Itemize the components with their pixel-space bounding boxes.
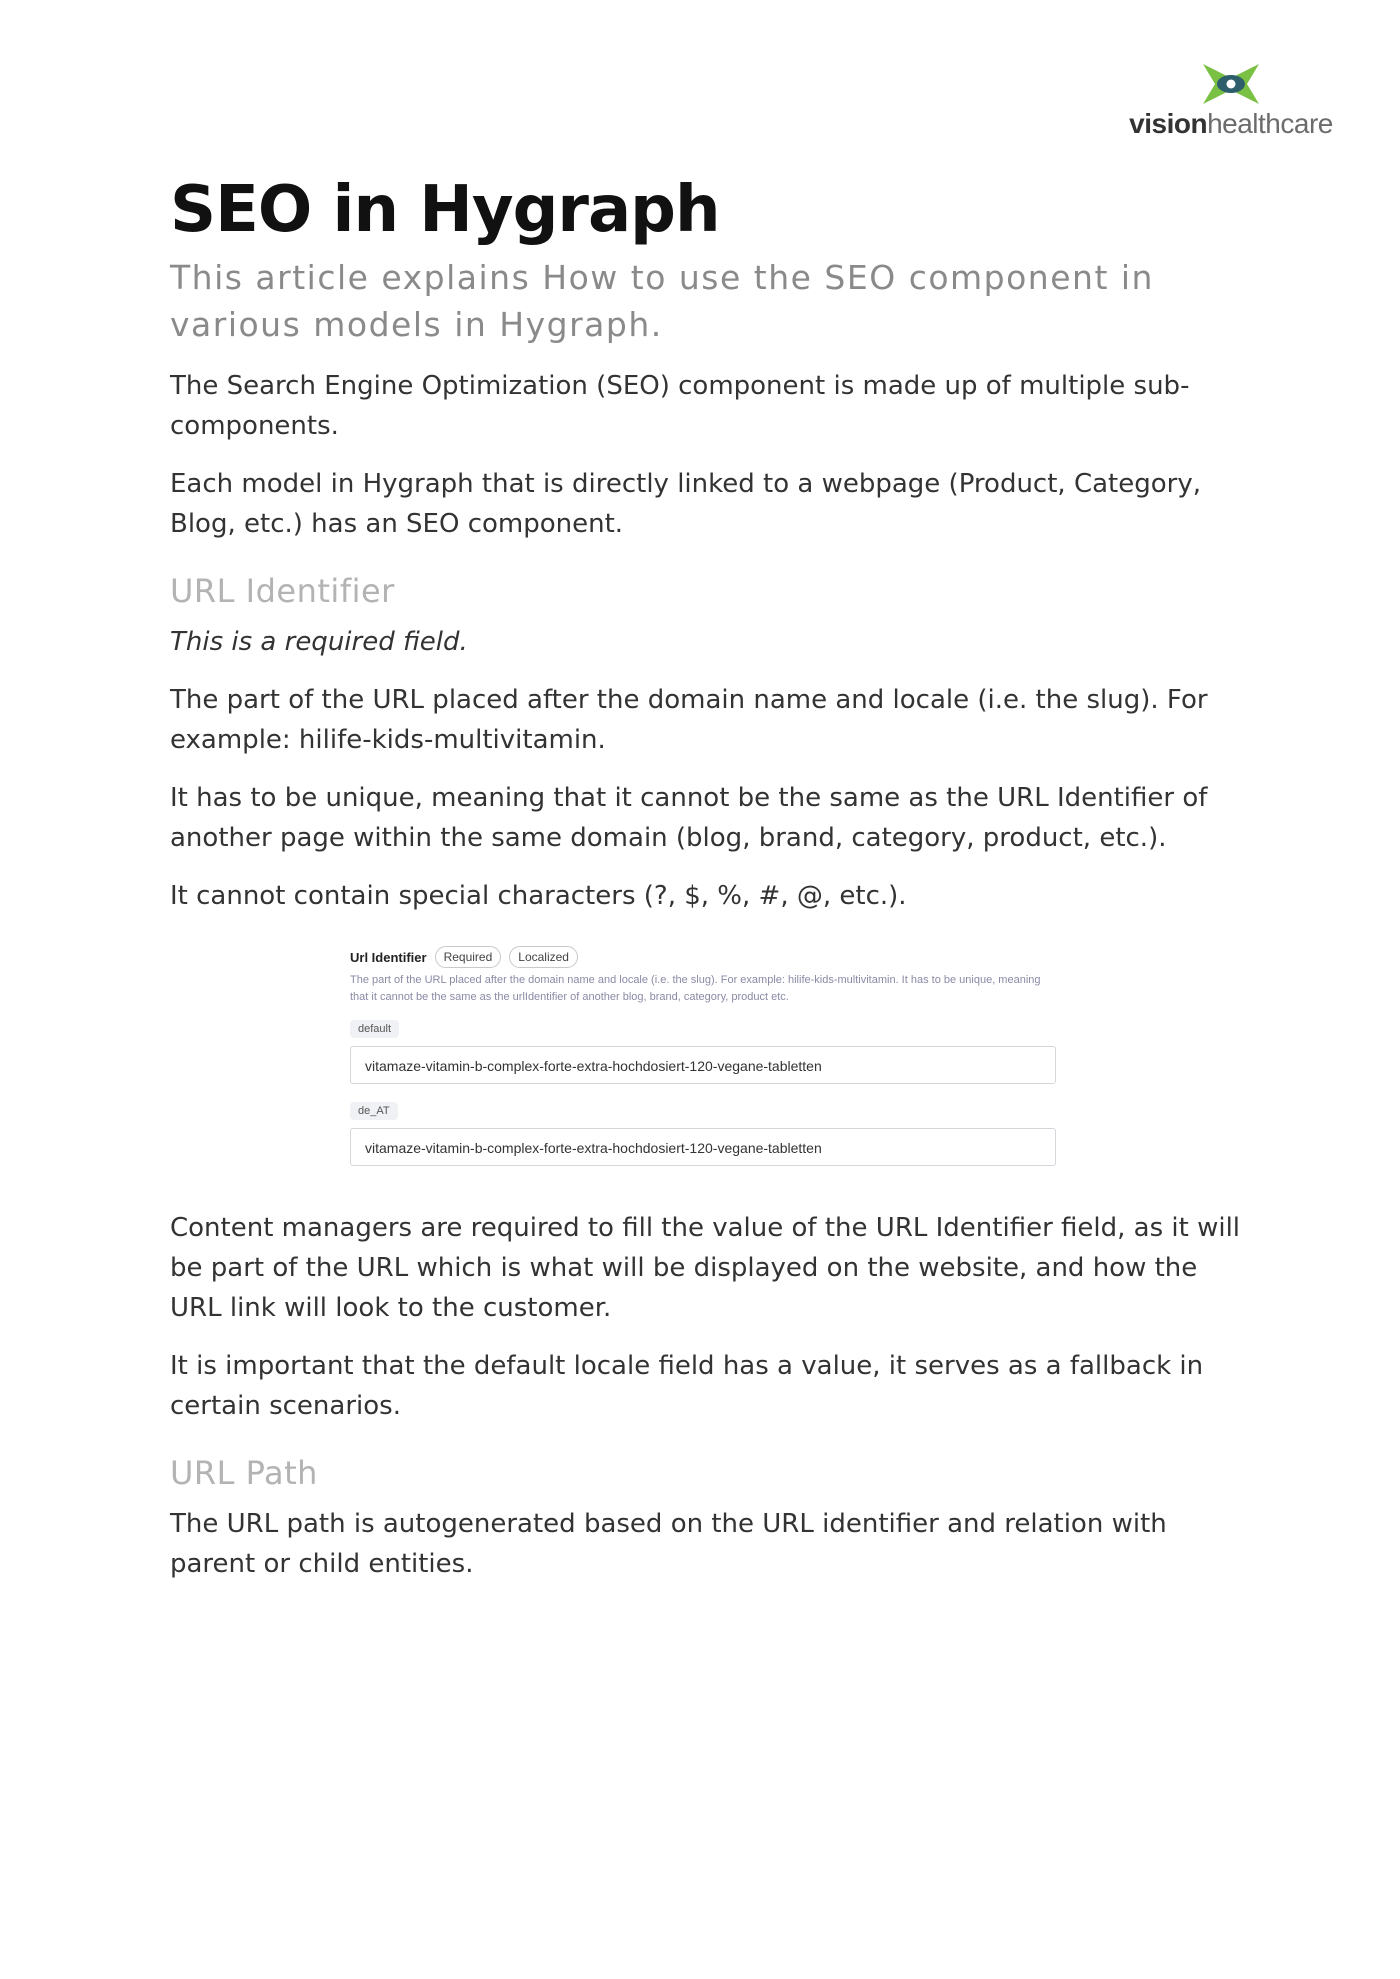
article-content xyxy=(170,170,1245,1602)
url-identifier-paragraph-1: The part of the URL placed after the domain name and locale (i.e. the slug). For example: hilife-kids-multivitamin. xyxy=(170,685,1208,755)
logo-wordmark-light: healthcare xyxy=(1207,108,1333,139)
intro-paragraph-1: The Search Engine Optimization (SEO) component is made up of multiple sub-components. xyxy=(170,371,1190,441)
required-note: This is a required field. xyxy=(170,627,468,657)
locale-de-at-group xyxy=(350,1096,1056,1166)
url-identifier-input-default[interactable]: vitamaze-vitamin-b-complex-forte-extra-hochdosiert-120-vegane-tabletten xyxy=(350,1046,1056,1084)
intro-paragraph-2: Each model in Hygraph that is directly linked to a webpage (Product, Category, Blog, etc.) has an SEO component. xyxy=(170,469,1201,539)
logo-wordmark-strong: vision xyxy=(1129,108,1208,139)
locale-tag-default: default xyxy=(350,1020,399,1038)
locale-default-group xyxy=(350,1014,1056,1084)
logo-wordmark xyxy=(1126,108,1336,140)
page-subtitle: This article explains How to use the SEO component in various models in Hygraph. xyxy=(170,258,1154,344)
screenshot-help-text: The part of the URL placed after the domain name and locale (i.e. the slug). For example: hilife-kids-multivitamin. It has to be unique, meaning that it cannot be the same as the urlIdentifier of another blog, brand, category, product etc. xyxy=(350,974,1041,1003)
vision-healthcare-logo-icon xyxy=(1201,62,1261,106)
url-path-paragraph: The URL path is autogenerated based on the URL identifier and relation with parent or child entities. xyxy=(170,1509,1167,1579)
screenshot-field-label: Url Identifier xyxy=(350,949,427,965)
after-screenshot-paragraph-2: It is important that the default locale field has a value, it serves as a fallback in certain scenarios. xyxy=(170,1351,1204,1421)
url-identifier-paragraph-2: It has to be unique, meaning that it cannot be the same as the URL Identifier of another page within the same domain (blog, brand, category, product, etc.). xyxy=(170,783,1208,853)
section-heading-url-identifier: URL Identifier xyxy=(170,572,395,610)
required-badge: Required xyxy=(435,946,502,968)
after-screenshot-paragraph-1: Content managers are required to fill the value of the URL Identifier field, as it will be part of the URL which is what will be displayed on the website, and how the URL link will look to the customer. xyxy=(170,1213,1241,1323)
page-title: SEO in Hygraph xyxy=(170,173,720,247)
url-identifier-screenshot xyxy=(350,944,1056,1166)
locale-tag-de-at: de_AT xyxy=(350,1102,398,1120)
company-logo xyxy=(1126,62,1336,140)
url-identifier-paragraph-3: It cannot contain special characters (?, $, %, #, @, etc.). xyxy=(170,881,907,911)
url-identifier-input-de-at[interactable]: vitamaze-vitamin-b-complex-forte-extra-hochdosiert-120-vegane-tabletten xyxy=(350,1128,1056,1166)
localized-badge: Localized xyxy=(509,946,578,968)
section-heading-url-path: URL Path xyxy=(170,1454,318,1492)
screenshot-field-header xyxy=(350,944,1056,970)
